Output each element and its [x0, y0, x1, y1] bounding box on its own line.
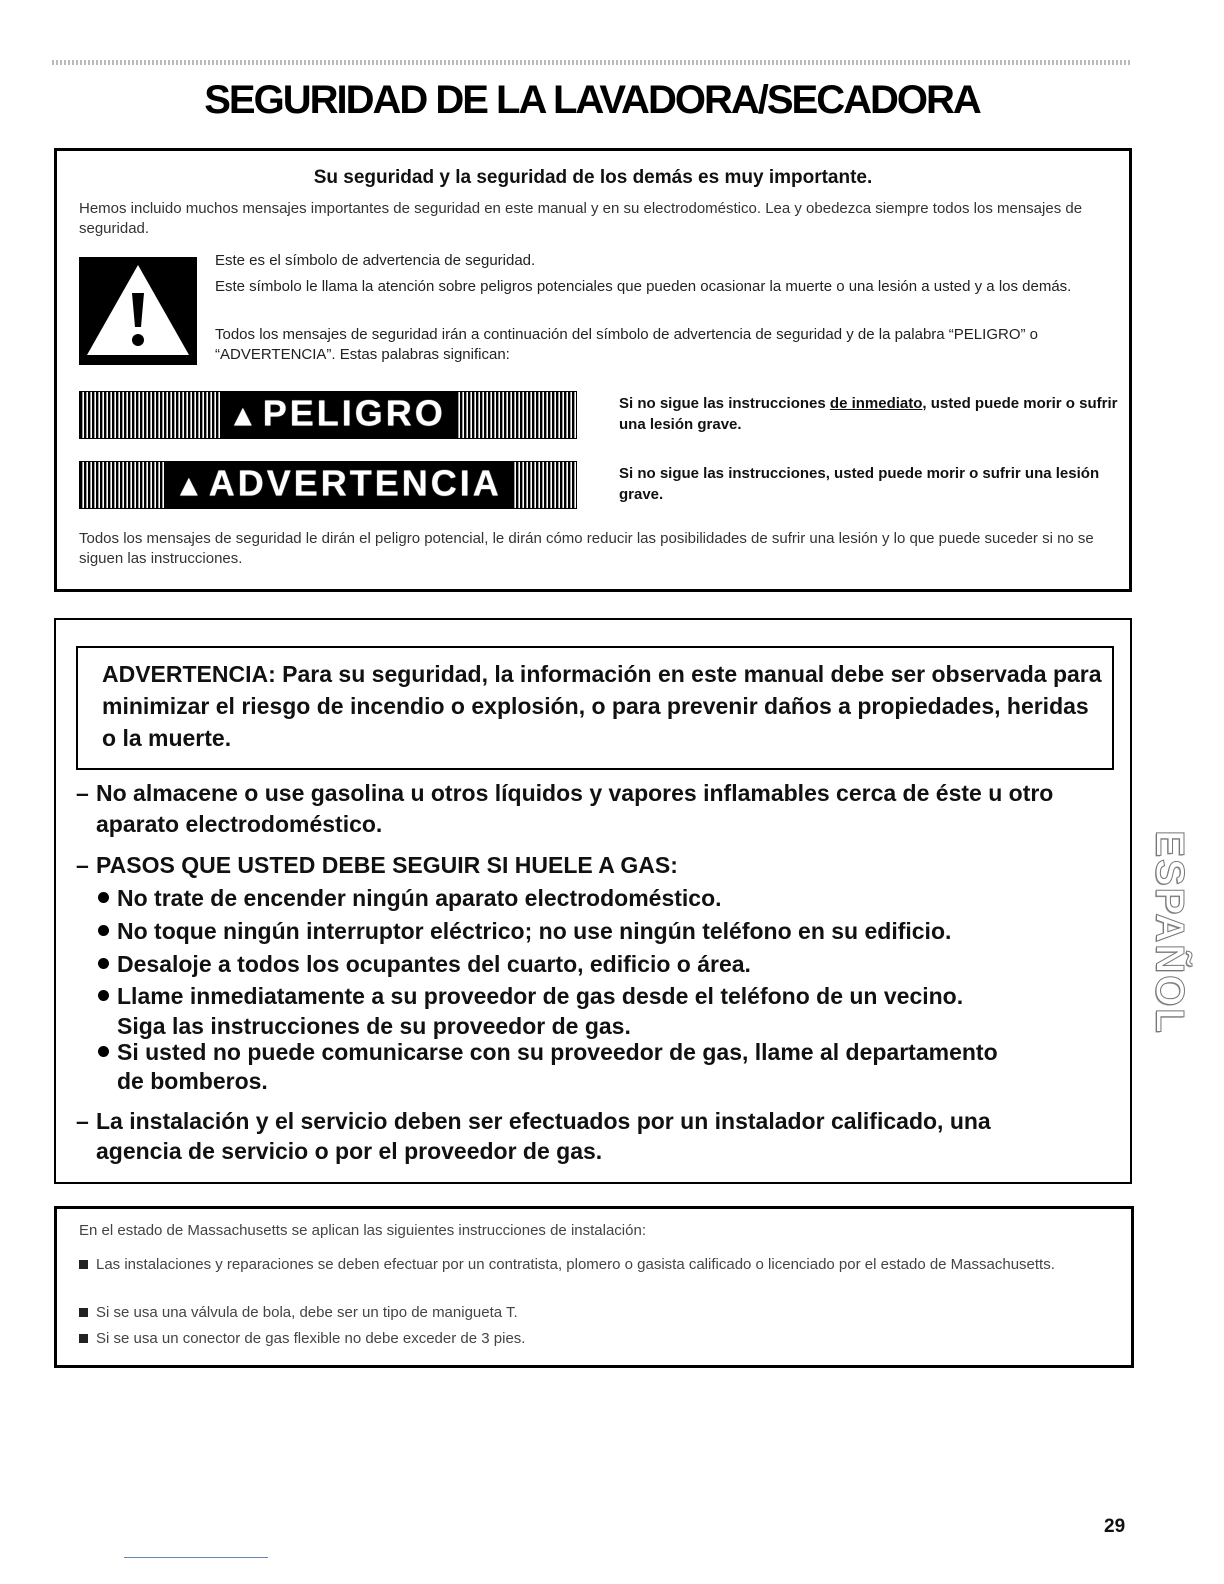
safety-heading: Su seguridad y la seguridad de los demás es muy importante.	[313, 167, 873, 188]
bullet-icon	[98, 925, 109, 936]
symbol-line-1: Este es el símbolo de advertencia de seguridad.	[215, 252, 536, 269]
gas-warning-box	[54, 618, 1132, 1184]
bullet-icon	[98, 990, 109, 1001]
gas-step-3: Desaloje a todos los ocupantes del cuarto, edificio o área.	[98, 949, 751, 980]
peligro-signal-banner	[79, 391, 577, 439]
fire-explosion-warning-text: ADVERTENCIA: Para su seguridad, la información en este manual debe ser observada para minimizar el riesgo de incendio o explosión, o para prevenir daños a propiedades, heridas o la muerte.	[102, 661, 1102, 751]
gas-item-3-cont: agencia de servicio o por el proveedor de gas.	[96, 1138, 603, 1164]
peligro-signal-word: ▲PELIGRO	[220, 392, 458, 439]
massachusetts-box	[54, 1206, 1134, 1368]
safety-alert-symbol-icon	[79, 257, 197, 365]
massachusetts-intro: En el estado de Massachusetts se aplican las siguientes instrucciones de instalación:	[79, 1222, 646, 1239]
advertencia-signal-word: ▲ADVERTENCIA	[166, 462, 514, 509]
gas-step-4: Llame inmediatamente a su proveedor de gas desde el teléfono de un vecino.	[98, 981, 963, 1012]
warning-triangle-icon: ▲	[228, 399, 261, 433]
massachusetts-item-1: Las instalaciones y reparaciones se deben efectuar por un contratista, plomero o gasista calificado o licenciado por el estado de Massachusetts.	[79, 1255, 1126, 1275]
square-bullet-icon	[79, 1260, 88, 1269]
warning-triangle-icon: ▲	[174, 469, 207, 503]
top-dotted-rule	[52, 60, 1132, 65]
language-side-tab: ESPAÑOL	[1147, 829, 1192, 1035]
gas-step-2: No toque ningún interruptor eléctrico; no use ningún teléfono en su edificio.	[98, 916, 951, 947]
gas-step-5: Si usted no puede comunicarse con su proveedor de gas, llame al departamento	[98, 1037, 998, 1068]
gas-item-1: – No almacene o use gasolina u otros líquidos y vapores inflamables cerca de éste u otro	[76, 780, 1054, 806]
massachusetts-item-2: Si se usa una válvula de bola, debe ser un tipo de manigueta T.	[79, 1303, 1109, 1323]
page-title: SEGURIDAD DE LA LAVADORA/SECADORA	[204, 78, 980, 122]
square-bullet-icon	[79, 1308, 88, 1317]
symbol-line-3: Todos los mensajes de seguridad irán a continuación del símbolo de advertencia de seguridad y de la palabra “PELIGRO” o “ADVERTENCIA”. Estas palabras significan:	[215, 326, 1038, 363]
square-bullet-icon	[79, 1334, 88, 1343]
gas-item-2-heading: – PASOS QUE USTED DEBE SEGUIR SI HUELE A GAS:	[76, 852, 678, 878]
advertencia-signal-banner	[79, 461, 577, 509]
safety-intro: Hemos incluido muchos mensajes importantes de seguridad en este manual y en su electrodoméstico. Lea y obedezca siempre todos los mensajes de seguridad.	[79, 200, 1083, 237]
fire-explosion-warning	[76, 646, 1114, 770]
bottom-rule	[124, 1557, 268, 1558]
gas-step-5-cont: de bomberos.	[117, 1068, 268, 1094]
safety-info-box	[54, 148, 1132, 592]
peligro-description: Si no sigue las instrucciones de inmediato, usted puede morir o sufrir una lesión grave.	[619, 395, 1118, 433]
gas-item-3: – La instalación y el servicio deben ser efectuados por un instalador calificado, una	[76, 1108, 991, 1134]
gas-step-1: No trate de encender ningún aparato electrodoméstico.	[98, 883, 722, 914]
gas-item-1-cont: aparato electrodoméstico.	[96, 811, 383, 837]
gas-step-4-cont: Siga las instrucciones de su proveedor de gas.	[117, 1013, 631, 1039]
massachusetts-item-3: Si se usa un conector de gas flexible no debe exceder de 3 pies.	[79, 1329, 1109, 1349]
bullet-icon	[98, 1046, 109, 1057]
safety-footer: Todos los mensajes de seguridad le dirán el peligro potencial, le dirán cómo reducir las posibilidades de sufrir una lesión y lo que puede suceder si no se siguen las instrucciones.	[79, 530, 1094, 567]
bullet-icon	[98, 892, 109, 903]
page-number: 29	[1104, 1516, 1126, 1537]
advertencia-description: Si no sigue las instrucciones, usted puede morir o sufrir una lesión grave.	[619, 465, 1100, 503]
bullet-icon	[98, 958, 109, 969]
symbol-line-2: Este símbolo le llama la atención sobre peligros potenciales que pueden ocasionar la muerte o una lesión a usted y a los demás.	[215, 278, 1072, 295]
